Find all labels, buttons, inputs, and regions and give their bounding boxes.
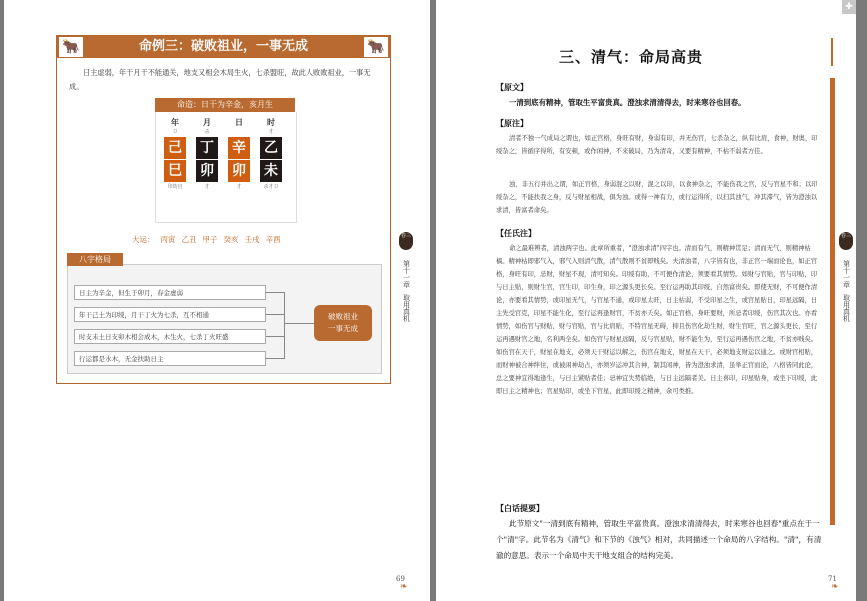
pillar-note: 才 [236,184,242,190]
page-number: 71 [828,575,837,583]
pillar-shishen [226,128,252,136]
section-heading: 【任氏注】 [496,229,536,238]
connector-line [284,292,285,359]
chapter-label: 第十一章 [842,260,851,288]
chapter-title: 取用真机 [402,294,411,322]
volume-badge: 卷三 [839,232,853,250]
dayun-item: 壬戌 [244,235,260,244]
case-header [57,36,390,58]
bazi-chart [155,112,297,223]
connector-line [266,358,284,359]
dayun-item: 乙丑 [181,235,197,244]
case-title: 命例三：破败祖业，一事无成 [138,39,308,54]
pattern-item: 年干己土为印绶，月干丁火为七杀，互不相通 [74,307,266,322]
volume-badge: 卷三 [399,232,413,250]
pillar-shishen: 杀 [204,129,210,135]
pattern-item: 日主为辛金，但生于卯月，春金虚弱 [74,285,266,300]
section-heading: 【白话提要】 [496,504,544,513]
yuanzhu-paragraph: 浊，非五行并出之谓，如正官格，身弱混之以财，混之以印，以食神杂之，不能伤我之官，反与官星不和；以印绶杂之，不能扶我之身，反与财星相战，俱为浊。或得一神有力，或行运得所，以扫其浊气，冲其滞气，皆为澄浊以求清，皆富者命矣。 [496,181,818,214]
page-number: 69 [396,575,405,583]
pillar-label: 年 [171,117,179,127]
earthly-branch: 未 [260,160,282,182]
heavenly-stem: 辛 [228,137,250,159]
swirl-ornament-icon: ❧ [400,582,408,592]
pillar-note: 杀才卩 [263,184,279,190]
pillar-note: 才 [204,184,210,190]
connector-line [284,323,314,324]
chapter-title: 取用真机 [842,294,851,322]
yuanwen-text: 一清到底有精神，管取生平富贵真。澄浊求清清得去，时来寒谷也回春。 [509,98,746,107]
pillar-label: 日 [235,117,243,127]
side-strip [830,78,835,525]
right-page [436,0,856,601]
connector-line [266,292,284,293]
chapter-side-nav [836,232,856,322]
dayun-item: 辛酉 [265,235,281,244]
connector-line [266,314,284,315]
pattern-item: 行运都是水木，无金扶助日主 [74,351,266,366]
connector-line [266,336,284,337]
bazi-pattern-tag: 八字格局 [67,253,123,266]
left-page [4,0,430,601]
left-side-nav [396,232,416,322]
case-text: 日主虚弱，年干月干不能通关，地支又相会木局生火，七杀盟旺，故此人败败祖业，一事无成。 [69,68,371,91]
page-title: 三、清气：命局高贵 [558,48,703,66]
pillar-shishen: 才 [268,129,274,135]
dayun-row [132,234,322,245]
dayun-item: 甲子 [202,235,218,244]
pillar-label: 时 [267,117,275,127]
section-heading: 【原注】 [496,119,528,128]
result-line: 破败祖业 [328,312,358,321]
beast-icon: 🐂 [364,37,388,57]
heavenly-stem: 己 [164,137,186,159]
case-box [56,35,391,384]
pillar-hour [258,116,284,191]
side-strip [831,38,833,66]
chart-title: 命造：日干为辛金，亥月生 [155,98,295,112]
beast-icon: 🐂 [59,37,83,57]
dayun-item: 癸亥 [223,235,239,244]
earthly-branch: 卯 [196,160,218,182]
heavenly-stem: 丁 [196,137,218,159]
pillar-year [162,116,188,191]
section-heading: 【原文】 [496,83,528,92]
renshi-text: 命之最难辨者，清浊两字也。此章所重者，"澄浊求清"四字也。清而有气，则精神贯足；清而无气，则精神枯槁。精神枯即邪气入，邪气入则清气散，清气散则不贫即贱矣。夫清浊者，八字皆有也，非正官一端而论也，如正官格，身旺有印，忌财，财星不现，清可知矣。印绶有助，不可便作清论，须要看其情势。如财与官贴，官与印贴，印与日主贴，则财生官，官生印，印生身，印之源头更长矣。至行运再助其印绶，自然富贵矣。即使无财，不可便作清论，亦要看其情势，或印星无气，与官星不通，或印星太旺，日主枯弱，不受印星之生，或官星贴日，印星远隔，日主先受官克，印星不能生化，至行运再逢财官，不贫亦夭矣。如正官格，身旺要财，所忌者印绶，伤官其次也。亦看情势，如伤官与财贴，财与官贴，官与比肩贴，不特官星无碍，抑且伤官化劫生财，财生官旺，官之源头更长，至行运再遇财官之地，名利两全矣。如伤官与财星远隔，反与官星贴，财不能生为，至行运再遇伤官之地，不贫亦贱矣。如伤官在天干，财星在地支，必须天干财运以解之，伤官在地支，财星在天干，必须地支财运以通之。或财官相贴，而财神被合神绊住，或被闲神劫占，亦须岁运冲其合神，制其闲神，皆为澄浊求清，虽举正官而论，八格皆同此论，总之要神宜得地逢生，与日主紧贴者佳；忌神宜失势临绝，与日主远隔者美。日主喜印，印星贴身，或坐下印绶，此即日主之精神也；官星贴印，或坐下官星，此即印绶之精神，余可类推。 [496,245,818,395]
pattern-result [314,305,372,341]
heavenly-stem: 乙 [260,137,282,159]
result-line: 一事无成 [328,324,358,333]
pillar-day [226,116,252,191]
dayun-label: 大运： [132,235,155,244]
baihua-text: 此节原文"一清到底有精神，管取生平富贵真。澄浊求清清得去，时来寒谷也回春"重点在于一个"清"字。此节名为《清气》和下节的《浊气》相对，共同描述一个命局的八字结构。"清"，有清澈的意思。表示一个命局中天干地支组合的结构完美。 [496,519,822,560]
swirl-ornament-icon: ❧ [831,582,839,592]
pattern-item: 时支未土日支卯木相会成木，木生火，七杀丁火旺盛 [74,329,266,344]
bazi-pattern-box [67,264,382,374]
earthly-branch: 巳 [164,160,186,182]
corner-tab-icon: ✚ [842,0,856,14]
pillar-label: 月 [203,117,211,127]
pillar-month [194,116,220,191]
pillar-shishen: 卩 [172,129,178,135]
yuanzhu-paragraph: 清者不独一气成局之谓也，如正官格，身旺有财，身弱有印，并无伤官，七杀杂之，纵有比肩，食神，财奥，印绶杂之，皆循序得所，有安顿，或作闲神，不来破局，乃为清奇，又要有精神，不枯不弱者方佳。 [496,135,818,155]
earthly-branch: 卯 [228,160,250,182]
chapter-label: 第十一章 [402,260,411,288]
dayun-item: 丙寅 [160,235,176,244]
pillar-note: 印劫官 [167,184,183,190]
